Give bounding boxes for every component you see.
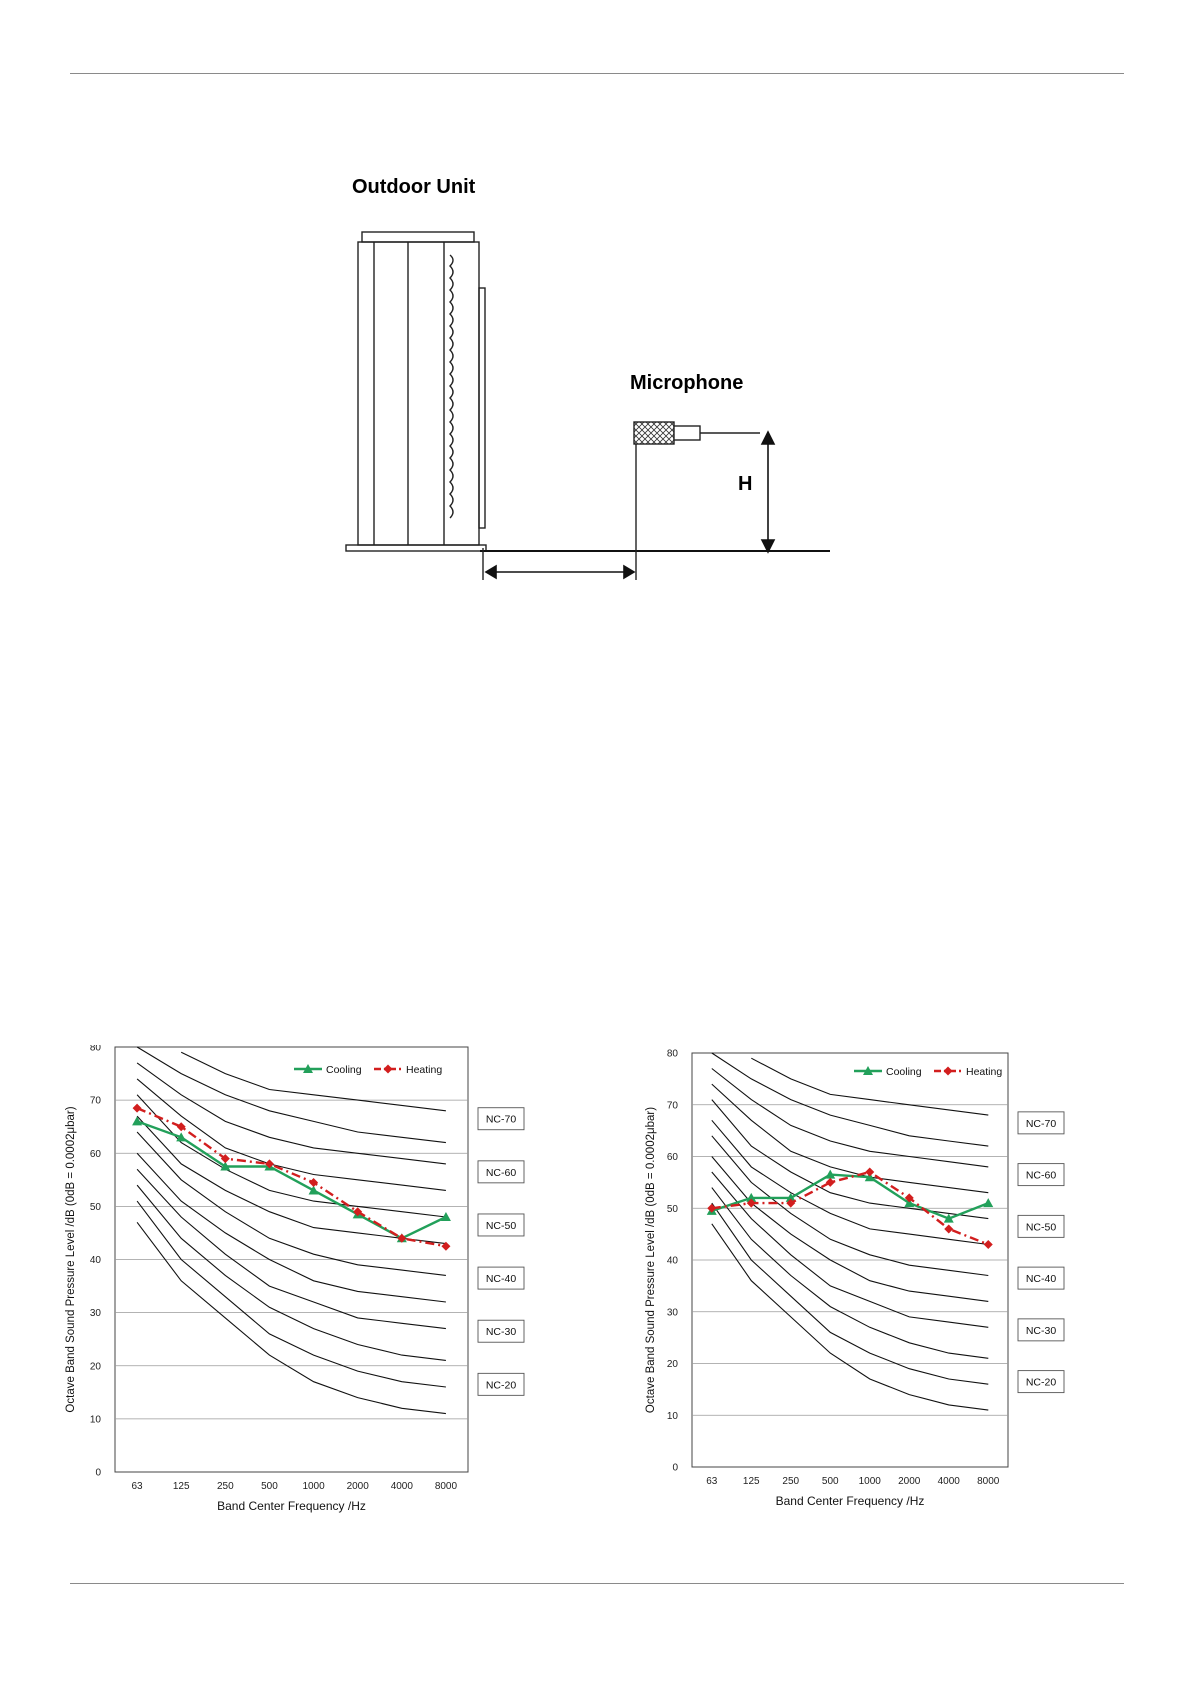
y-tick-label: 80 <box>89 1045 101 1054</box>
x-tick-label: 4000 <box>937 1476 960 1487</box>
y-tick-label: 0 <box>672 1462 678 1474</box>
outdoor-unit-drawing <box>346 232 486 551</box>
x-tick-label: 2000 <box>898 1476 921 1487</box>
height-dimension <box>762 432 774 552</box>
x-tick-label: 250 <box>216 1481 234 1492</box>
legend-label: Heating <box>406 1064 443 1076</box>
nc-label: NC-30 <box>485 1326 517 1339</box>
x-tick-label: 500 <box>821 1476 839 1487</box>
nc-label: NC-20 <box>485 1379 517 1392</box>
microphone-label: Microphone <box>630 372 744 394</box>
y-tick-label: 80 <box>666 1048 678 1060</box>
y-tick-label: 60 <box>89 1148 101 1160</box>
y-tick-label: 40 <box>666 1255 678 1267</box>
y-tick-label: 0 <box>95 1467 101 1479</box>
y-tick-label: 10 <box>89 1414 101 1426</box>
y-tick-label: 20 <box>89 1361 101 1373</box>
nc-chart-right <box>642 1045 1142 1565</box>
legend-label: Heating <box>966 1066 1003 1078</box>
chart-left-svg <box>62 1045 582 1565</box>
outdoor-unit-label: Outdoor Unit <box>352 176 476 198</box>
legend-label: Cooling <box>886 1066 922 1078</box>
x-axis-title: Band Center Frequency /Hz <box>775 1494 925 1508</box>
y-tick-label: 20 <box>666 1359 678 1370</box>
y-tick-label: 60 <box>666 1152 678 1163</box>
x-tick-label: 8000 <box>977 1476 1000 1487</box>
nc-label: NC-70 <box>485 1113 517 1126</box>
y-tick-label: 30 <box>666 1307 678 1319</box>
legend-label: Cooling <box>326 1064 362 1076</box>
nc-label: NC-60 <box>485 1166 517 1179</box>
nc-label: NC-40 <box>1025 1273 1057 1286</box>
height-label: H <box>738 473 753 495</box>
y-tick-label: 40 <box>89 1255 101 1266</box>
y-axis-title: Octave Band Sound Pressure Level /dB (0dB = 0.0002μbar) <box>645 1106 657 1414</box>
header-rule <box>70 73 1124 74</box>
measurement-diagram <box>330 160 850 620</box>
microphone-drawing <box>483 422 760 580</box>
y-tick-label: 50 <box>666 1203 678 1215</box>
distance-dimension <box>486 566 634 578</box>
y-tick-label: 70 <box>666 1100 678 1112</box>
nc-label: NC-60 <box>1025 1169 1057 1182</box>
nc-label: NC-40 <box>485 1273 517 1286</box>
nc-label: NC-50 <box>485 1219 517 1232</box>
x-tick-label: 63 <box>131 1481 143 1492</box>
x-tick-label: 1000 <box>302 1481 325 1492</box>
y-tick-label: 30 <box>89 1308 101 1320</box>
x-tick-label: 250 <box>782 1476 800 1487</box>
footer-rule <box>70 1583 1124 1584</box>
nc-label: NC-50 <box>1025 1221 1057 1234</box>
y-tick-label: 70 <box>89 1095 101 1107</box>
x-axis-title: Band Center Frequency /Hz <box>217 1499 366 1513</box>
x-tick-label: 1000 <box>858 1476 881 1487</box>
nc-chart-left <box>62 1045 582 1565</box>
x-tick-label: 2000 <box>346 1481 369 1492</box>
x-tick-label: 8000 <box>434 1481 458 1492</box>
y-axis-title: Octave Band Sound Pressure Level /dB (0dB = 0.0002μbar) <box>65 1106 77 1413</box>
nc-label: NC-20 <box>1025 1376 1057 1389</box>
chart-right-svg <box>642 1045 1142 1565</box>
x-tick-label: 500 <box>261 1481 278 1492</box>
x-tick-label: 125 <box>172 1481 190 1492</box>
y-tick-label: 50 <box>89 1201 101 1213</box>
x-tick-label: 63 <box>706 1476 718 1487</box>
nc-label: NC-70 <box>1025 1117 1057 1130</box>
nc-label: NC-30 <box>1025 1324 1057 1337</box>
x-tick-label: 125 <box>742 1476 760 1487</box>
x-tick-label: 4000 <box>390 1481 413 1492</box>
y-tick-label: 10 <box>666 1410 678 1422</box>
